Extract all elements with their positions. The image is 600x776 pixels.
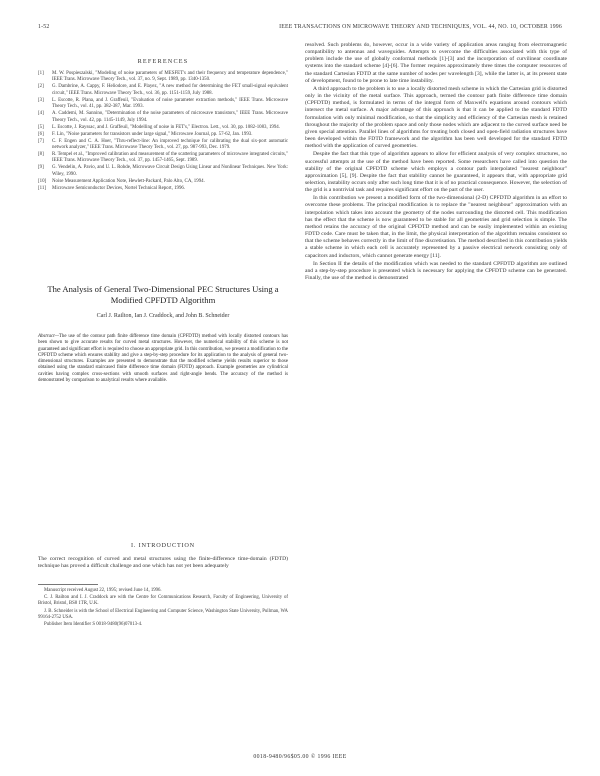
- reference-text: Microwave Semiconductor Devices, Nortel Technical Report, 1996.: [52, 185, 186, 191]
- body-paragraph: In Section II the details of the modification which was needed to the standard CPFDTD algorithm are outlined and a step-by-step procedure is presented which is necessary for applying the CPFDTD scheme can be generated. Finally, the use of the method is demonstrated: [305, 260, 567, 281]
- reference-number: [4]: [38, 111, 44, 117]
- reference-number: [8]: [38, 152, 44, 158]
- reference-item: [38, 132, 288, 138]
- abstract: [38, 334, 288, 384]
- footnote-divider: [38, 584, 98, 585]
- reference-number: [10]: [38, 178, 47, 184]
- paper-title: The Analysis of General Two-Dimensional PEC Structures Using a Modified CPFDTD Algorithm: [47, 284, 279, 305]
- reference-text: L. Escotte, R. Plana, and J. Graffeuil, "Evaluation of noise parameter extraction methods," IEEE Trans. Microwave Theory Tech., vol. 41, pp. 382-387, Mar. 1993.: [52, 97, 288, 110]
- page-number: 1-52: [38, 24, 50, 30]
- running-header: [38, 24, 562, 30]
- journal-title: IEEE TRANSACTIONS ON MICROWAVE THEORY AND TECHNIQUES, VOL. 44, NO. 10, OCTOBER 1996: [279, 24, 562, 30]
- reference-list: [38, 71, 288, 192]
- abstract-label: Abstract—: [38, 334, 59, 339]
- reference-item: [38, 139, 288, 152]
- reference-text: R. Tempel et al., "Improved calibration and measurement of the scattering parameters of microwave integrated circuits," IEEE Trans. Microwave Theory Tech., vol. 37, pp. 1457-1465, Sept. 1989.: [52, 152, 288, 164]
- paper-authors: Carl J. Railton, Ian J. Craddock, and John B. Schneider: [96, 313, 230, 319]
- reference-number: [6]: [38, 131, 44, 137]
- footnote-publisher-id: Publisher Item Identifier S 0018-9480(96)07013-4.: [44, 622, 143, 628]
- reference-text: G. Dambrine, A. Cappy, F. Heliodore, and E. Playez, "A new method for determining the FET small-signal equivalent circuit," IEEE Trans. Microwave Theory Tech., vol. 36, pp. 1151-1159, July 1988.: [52, 84, 288, 96]
- reference-text: C. F. Engen and C. A. Hoer, "Thru-reflect-line: An improved technique for calibrating the dual six-port automatic network analyzer," IEEE Trans. Microwave Theory Tech., vol. 27, pp. 987-993, Dec. 1979.: [52, 138, 288, 151]
- reference-item: [38, 125, 288, 131]
- reference-number: [11]: [38, 185, 46, 191]
- reference-text: G. Vendelin, A. Pavio, and U. L. Rohde, Microwave Circuit Design Using Linear and Nonlinear Techniques. New York: Wiley, 1990.: [52, 165, 288, 177]
- body-paragraph: resolved. Such problems do, however, occur in a wide variety of application areas ranging from electromagnetic compatibility to antennas and waveguides. Attempts to overcome the difficulties associated with this type of problem include the use of globally conformal methods [1]-[3] and the incorporation of curvilinear coordinate systems into the standard scheme [4]-[6]. The former requires approximately three times the computer resources of the standard Cartesian FDTD at the same number of nodes per wavelength [3], while the latter is, at its present state of development, found to be prone to late time instability.: [305, 42, 567, 84]
- reference-text: A. Caddemi, M. Sannino, "Determination of the noise parameters of microwave transistors," IEEE Trans. Microwave Theory Tech., vol. 42, pp. 1145-1149, July 1994.: [52, 111, 288, 123]
- abstract-text: The use of the contour path finite difference time domain (CPFDTD) method with locally distorted contours has been shown to give accurate results for curved metal structures. However, the numerical stability of this scheme is not guaranteed and significant effort is required to choose an appropriate grid. In this contribution, we present a modification to the CPFDTD scheme which ensures stability and give a step-by-step procedure for its application to the analysis of general two-dimensional structures. Examples are presented to demonstrate that the modified scheme yields results superior to those obtained using the standard staircased finite difference time domain (FDTD) approach. Example geometries are cylindrical cavities having complex cross-sections with smooth surfaces and right-angle bends. The accuracy of the method is demonstrated by comparison to analytical results where available.: [38, 334, 288, 384]
- references-section: [38, 58, 288, 193]
- reference-item: [38, 179, 288, 185]
- reference-number: [2]: [38, 84, 44, 90]
- reference-number: [5]: [38, 124, 44, 130]
- footnote-affiliation-2: J. B. Schneider is with the School of Electrical Engineering and Computer Science, Washington State University, Pullman, WA 99164-2752 USA.: [38, 608, 288, 620]
- reference-item: [38, 186, 288, 192]
- reference-item: [38, 84, 288, 97]
- footnote-affiliation-1: C. J. Railton and I. J. Craddock are with the Centre for Communications Research, Faculty of Engineering, University of Bristol, Bristol, BS8 1TR, U.K.: [38, 595, 288, 607]
- section-heading-introduction: I. INTRODUCTION: [131, 542, 195, 549]
- reference-number: [3]: [38, 97, 44, 103]
- reference-item: [38, 111, 288, 124]
- reference-text: F. Lin, "Noise parameters for transistors under large signal," Microwave Journal, pp. 57-62, Jan. 1993.: [52, 131, 253, 137]
- reference-item: [38, 152, 288, 165]
- reference-item: [38, 98, 288, 111]
- reference-text: Noise Measurement Application Note, Hewlett-Packard, Palo Alto, CA, 1994.: [52, 178, 205, 184]
- reference-text: M. W. Pospieszalski, "Modeling of noise parameters of MESFET's and their frequency and temperature dependence," IEEE Trans. Microwave Theory Tech., vol. 37, no. 9, Sept. 1989, pp. 1340-1350.: [52, 71, 288, 83]
- introduction-left-text: The correct recognition of curved and metal structures using the finite-difference time-domain (FDTD) technique has proved a difficult challenge and one which has not yet been adequately: [38, 556, 288, 570]
- body-paragraph: Despite the fact that this type of algorithm appears to allow for efficient analysis of very complex structures, no successful attempts at the use of the method have been reported. Some researchers have called into question the stability of the original CPFDTD scheme which employs a contour path interpolated "nearest neighbour" approximation [5], [9]. Despite the fact that stability cannot be guaranteed, it appears that, with appropriate grid selection, instability occurs only after such long time that it is of no practical consequence. However, the selection of the grid is a nontrivial task and requires significant effort on the part of the user.: [305, 151, 567, 194]
- body-paragraph: In this contribution we present a modified form of the two-dimensional (2-D) CPFDTD algorithm in an effort to overcome these problems. The principal modification is to replace the "nearest neighbour" approximation with an interpolation which takes into account the geometry of the nodes surrounding the distorted cell. This modification has the effect that the scheme is now guaranteed to be stable for all geometries and grid selection is simple. The method retains the accuracy of the original CPFDTD method and can be easily implemented within an existing FDTD code. Care must be taken that, in the limit, the physical interpretation of the algorithm remains consistent so that the scheme behaves correctly in the limit of fine discretisation. The method described in this contribution yields a stable scheme in which each cell is accurately represented by a passive electrical network consisting only of capacitors and inductors, which cannot generate energy [11].: [305, 195, 567, 259]
- reference-text: L. Escotte, J. Rayssac, and J. Graffeuil, "Modelling of noise in FET's," Electron. Lett., vol. 30, pp. 1082-1083, 1994.: [52, 124, 280, 130]
- right-column-body: [305, 42, 567, 282]
- reference-number: [1]: [38, 71, 44, 76]
- body-paragraph: A third approach to the problem is to use a locally distorted mesh scheme in which the Cartesian grid is distorted only in the vicinity of the metal surface. This approach, termed the contour path finite difference time domain (CPFDTD) method, is formulated in terms of the integral form of Maxwell's equations around contours which intersect the metal surface. A major advantage of this approach is that it can be applied to the standard FDTD formulation with only minimal modification, so that the simplicity and efficiency of the Cartesian mesh is retained throughout the majority of the problem space and only those nodes which are adjacent to the curved surface need be given special attention. Parallel lines of algorithms for treating both closed and open-field radiation structures have been developed within the FDTD framework and the algorithm has been well developed for the standard FDTD method with the application of curved geometries.: [305, 85, 567, 150]
- references-title: REFERENCES: [137, 58, 189, 65]
- copyright-footer: 0018-9480/96$05.00 © 1996 IEEE: [253, 754, 347, 760]
- reference-number: [7]: [38, 138, 44, 144]
- footnotes: [38, 588, 288, 629]
- reference-item: [38, 165, 288, 178]
- reference-number: [9]: [38, 165, 44, 171]
- reference-item: [38, 71, 288, 84]
- footnote-manuscript: Manuscript received August 22, 1995; revised June 14, 1996.: [44, 588, 162, 593]
